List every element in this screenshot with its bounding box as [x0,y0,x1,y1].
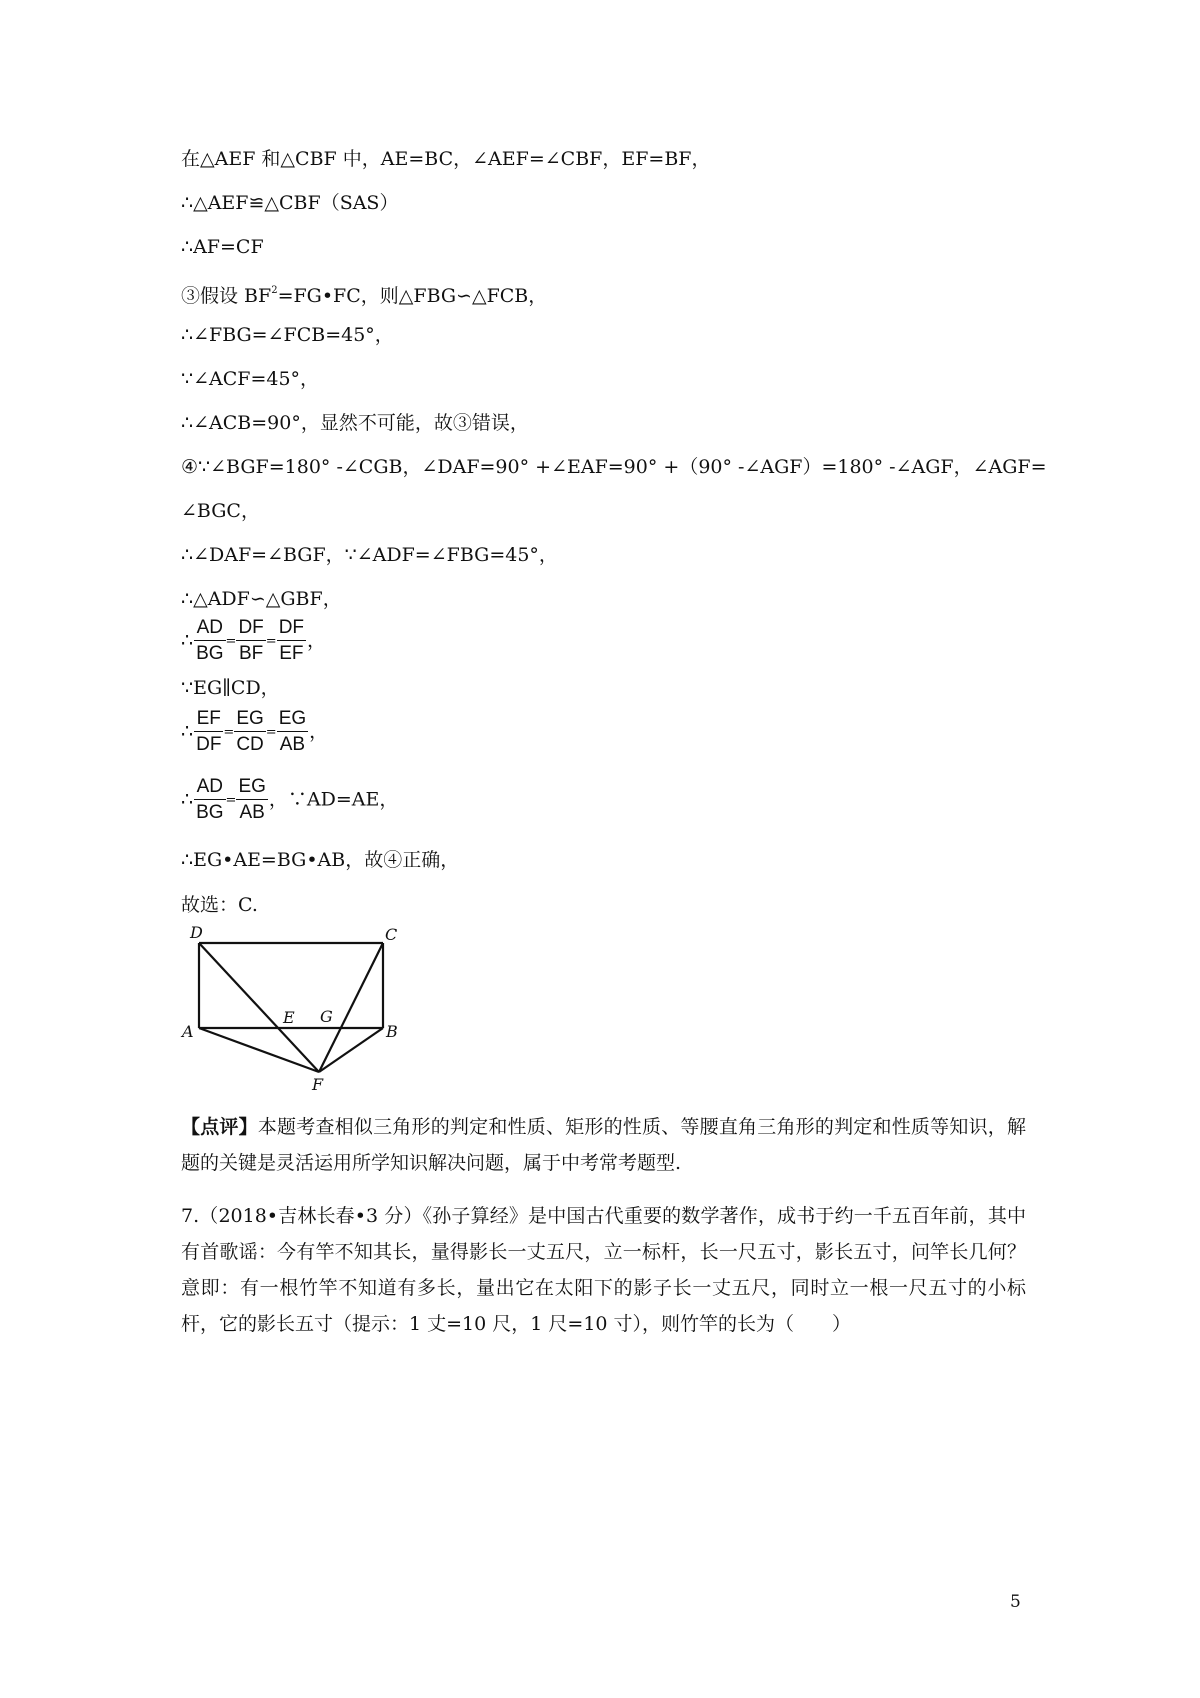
therefore-symbol: ∴ [181,629,194,652]
equals-sign: = [265,724,277,740]
proof-text: =FG•FC，则△FBG∽△FCB， [277,285,548,307]
denominator: DF [196,734,222,755]
fraction [277,707,308,758]
fraction [194,775,225,826]
therefore-symbol: ∴ [181,720,194,743]
proof-line: ∴AF=CF [181,236,264,258]
fraction [194,707,223,758]
proof-line: ∴∠FBG=∠FCB=45°， [181,324,394,346]
denominator: AB [239,802,265,823]
label-B: B [386,1022,398,1041]
segment-DF [199,943,319,1072]
proof-text: ③假设 BF [181,285,272,307]
geometry-figure [178,920,410,1092]
answer-line: 故选：C. [181,894,258,916]
page-number: 5 [1010,1592,1021,1612]
numerator: EG [277,707,308,732]
fraction [234,707,265,758]
label-A: A [182,1022,194,1041]
comment-paragraph [181,1109,1026,1181]
fraction [277,616,306,667]
numerator: EG [234,707,265,732]
proof-line: 在△AEF 和△CBF 中，AE=BC，∠AEF=∠CBF，EF=BF， [181,148,711,170]
numerator: DF [277,616,306,641]
fraction [194,616,225,667]
proof-line: ∴∠DAF=∠BGF，∵∠ADF=∠FBG=45°， [181,544,558,566]
segment-BF [319,1028,383,1072]
label-G: G [320,1007,333,1026]
equals-sign: = [265,633,277,649]
rectangle-triangle-diagram [178,920,410,1092]
proof-line: ∵∠ACF=45°， [181,368,320,390]
denominator: AB [279,734,306,755]
proof-line: ④∵∠BGF=180° -∠CGB，∠DAF=90° +∠EAF=90° +（90° -∠AGF）=180° -∠AGF，∠AGF= [181,456,1047,478]
fraction-line [181,707,328,758]
proof-line: ∴EG•AE=BG•AB，故④正确， [181,849,460,871]
fraction-line [181,616,326,667]
question-paragraph: 7.（2018•吉林长春•3 分）《孙子算经》是中国古代重要的数学著作，成书于约一千五百年前，其中有首歌谣：今有竿不知其长，量得影长一丈五尺，立一标杆，长一尺五寸，影长五寸，问竿长几何？意即：有一根竹竿不知道有多长，量出它在太阳下的影子长一丈五尺，同时立一根一尺五寸的小标杆，它的影长五寸（提示：1 丈=10 尺，1 尺=10 寸），则竹竿的长为（ ） [181,1205,1026,1335]
therefore-symbol: ∴ [181,788,194,811]
label-E: E [283,1008,295,1027]
numerator: AD [194,775,225,800]
equals-sign: = [225,633,237,649]
segment-AF [199,1028,319,1072]
comment-text: 本题考查相似三角形的判定和性质、矩形的性质、等腰直角三角形的判定和性质等知识，解题的关键是灵活运用所学知识解决问题，属于中考常考题型. [181,1116,1026,1174]
numerator: DF [236,616,265,641]
proof-text: ，∵AD=AE， [268,788,399,811]
denominator: CD [236,734,264,755]
denominator: BG [196,643,224,664]
numerator: AD [194,616,225,641]
equals-sign: = [225,792,237,808]
label-F: F [312,1075,324,1092]
fraction [236,775,267,826]
equals-sign: = [223,724,235,740]
label-D: D [190,923,203,942]
fraction [236,616,265,667]
denominator: BF [238,643,264,664]
denominator: EF [279,643,304,664]
fraction-line [181,775,398,826]
superscript: 2 [271,285,278,296]
numerator: EG [236,775,267,800]
numerator: EF [194,707,223,732]
comment-tag: 【点评】 [181,1116,258,1138]
proof-line: ∵EG∥CD， [181,677,280,699]
punctuation: ， [309,720,329,743]
proof-line [181,279,547,308]
proof-line: ∴△AEF≌△CBF（SAS） [181,192,399,214]
label-C: C [385,925,398,944]
proof-line: ∴△ADF∽△GBF， [181,588,342,610]
punctuation: ， [307,629,327,652]
denominator: BG [196,802,224,823]
proof-line: ∴∠ACB=90°，显然不可能，故③错误， [181,412,529,434]
proof-line: ∠BGC， [181,500,260,522]
